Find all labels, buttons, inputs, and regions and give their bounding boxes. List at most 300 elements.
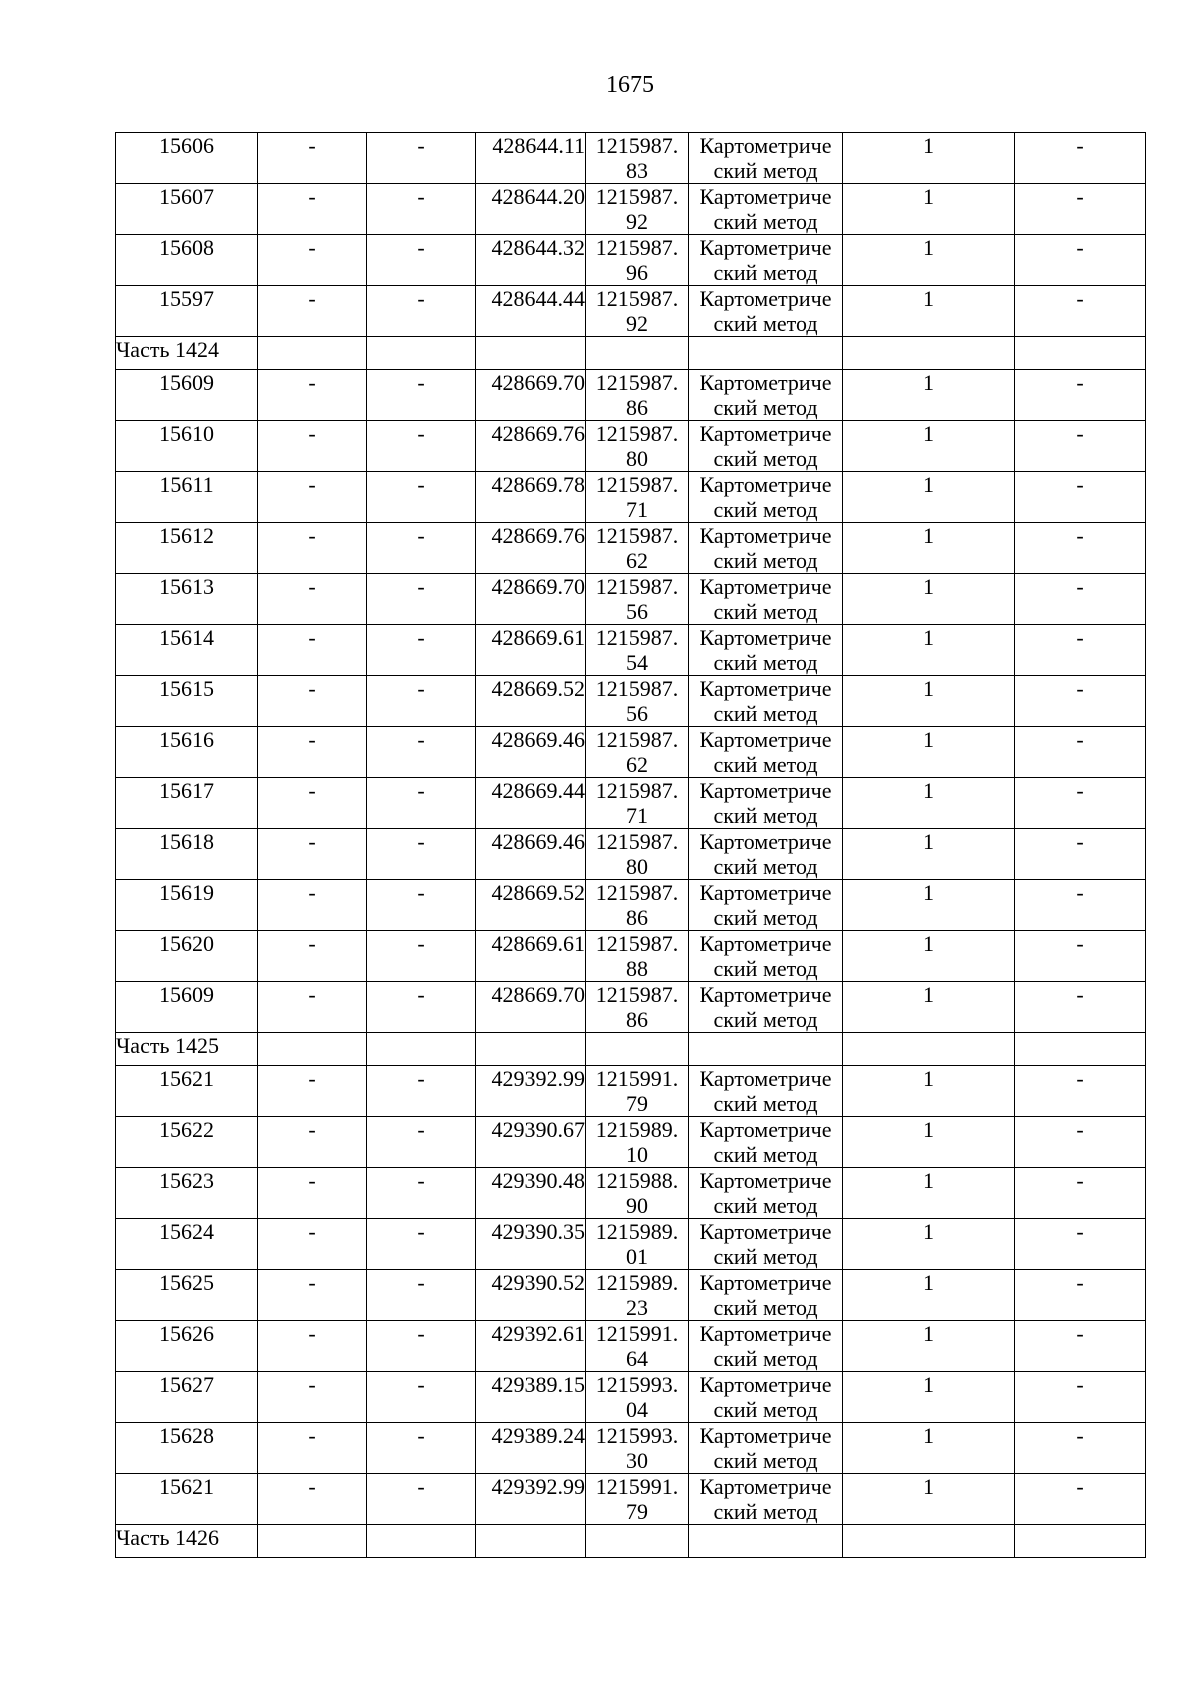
y-coordinate-cell-text: 1215987. (595, 982, 679, 1007)
method-cell-text: ский метод (713, 446, 818, 471)
accuracy-cell (843, 574, 1015, 625)
y-coordinate-cell (586, 1372, 689, 1423)
y-coordinate-cell-text: 1215987. (595, 421, 679, 446)
method-cell-text: ский метод (713, 650, 818, 675)
old-x-cell (258, 286, 367, 337)
x-coordinate-cell-text: 428669.44 (491, 778, 585, 803)
x-coordinate-cell (476, 727, 586, 778)
method-cell-text: ский метод (713, 1142, 818, 1167)
x-coordinate-cell (476, 1474, 586, 1525)
accuracy-cell (843, 1372, 1015, 1423)
empty-cell (476, 1033, 586, 1066)
method-cell-text: Картометриче (699, 523, 832, 548)
old-y-cell (367, 1270, 476, 1321)
method-cell (689, 286, 843, 337)
y-coordinate-cell (586, 421, 689, 472)
y-coordinate-cell-text: 96 (626, 260, 648, 285)
old-x-cell-text: - (308, 472, 316, 497)
y-coordinate-cell (586, 727, 689, 778)
accuracy-cell-text: 1 (923, 370, 934, 395)
old-x-cell (258, 880, 367, 931)
old-y-cell-text: - (417, 1474, 425, 1499)
method-cell-text: Картометриче (699, 1474, 832, 1499)
accuracy-cell (843, 625, 1015, 676)
old-x-cell-text: - (308, 727, 316, 752)
y-coordinate-cell (586, 523, 689, 574)
x-coordinate-cell (476, 574, 586, 625)
y-coordinate-cell-text: 56 (626, 599, 648, 624)
description-cell-text: - (1076, 676, 1084, 701)
method-cell-text: ский метод (713, 905, 818, 930)
part-header-row (116, 1033, 1146, 1066)
method-cell-text: Картометриче (699, 982, 832, 1007)
accuracy-cell-text: 1 (923, 523, 934, 548)
y-coordinate-cell (586, 625, 689, 676)
method-cell (689, 880, 843, 931)
old-y-cell (367, 880, 476, 931)
old-y-cell-text: - (417, 880, 425, 905)
old-x-cell-text: - (308, 880, 316, 905)
y-coordinate-cell (586, 235, 689, 286)
description-cell-text: - (1076, 184, 1084, 209)
description-cell (1015, 370, 1146, 421)
old-y-cell-text: - (417, 1219, 425, 1244)
point-number-cell-text: 15611 (159, 472, 214, 497)
description-cell (1015, 880, 1146, 931)
point-number-cell (116, 1219, 258, 1270)
description-cell-text: - (1076, 472, 1084, 497)
accuracy-cell-text: 1 (923, 184, 934, 209)
old-x-cell-text: - (308, 676, 316, 701)
table-row (116, 1219, 1146, 1270)
description-cell (1015, 1117, 1146, 1168)
old-x-cell-text: - (308, 523, 316, 548)
description-cell (1015, 1321, 1146, 1372)
empty-cell (586, 1525, 689, 1558)
method-cell-text: ский метод (713, 1397, 818, 1422)
y-coordinate-cell (586, 472, 689, 523)
description-cell-text: - (1076, 370, 1084, 395)
accuracy-cell-text: 1 (923, 727, 934, 752)
y-coordinate-cell-text: 86 (626, 1007, 648, 1032)
method-cell-text: ский метод (713, 752, 818, 777)
old-y-cell (367, 1474, 476, 1525)
empty-cell (258, 337, 367, 370)
old-x-cell-text: - (308, 829, 316, 854)
accuracy-cell-text: 1 (923, 1372, 934, 1397)
old-y-cell-text: - (417, 1168, 425, 1193)
y-coordinate-cell-text: 92 (626, 209, 648, 234)
description-cell-text: - (1076, 880, 1084, 905)
table-row (116, 574, 1146, 625)
y-coordinate-cell-text: 86 (626, 395, 648, 420)
x-coordinate-cell-text: 428644.11 (492, 133, 585, 158)
old-y-cell-text: - (417, 133, 425, 158)
method-cell-text: Картометриче (699, 727, 832, 752)
old-y-cell (367, 421, 476, 472)
description-cell-text: - (1076, 1168, 1084, 1193)
method-cell-text: ский метод (713, 803, 818, 828)
description-cell (1015, 1372, 1146, 1423)
point-number-cell (116, 370, 258, 421)
point-number-cell-text: 15621 (159, 1066, 214, 1091)
method-cell-text: Картометриче (699, 235, 832, 260)
point-number-cell (116, 235, 258, 286)
table-row (116, 1168, 1146, 1219)
old-x-cell-text: - (308, 625, 316, 650)
table-body (116, 133, 1146, 1558)
point-number-cell (116, 1372, 258, 1423)
y-coordinate-cell-text: 30 (626, 1448, 648, 1473)
y-coordinate-cell-text: 86 (626, 905, 648, 930)
accuracy-cell (843, 421, 1015, 472)
point-number-cell (116, 727, 258, 778)
description-cell (1015, 625, 1146, 676)
y-coordinate-cell (586, 133, 689, 184)
x-coordinate-cell (476, 1372, 586, 1423)
accuracy-cell (843, 184, 1015, 235)
x-coordinate-cell-text: 429392.99 (491, 1066, 585, 1091)
description-cell-text: - (1076, 574, 1084, 599)
y-coordinate-cell-text: 10 (626, 1142, 648, 1167)
point-number-cell (116, 880, 258, 931)
accuracy-cell-text: 1 (923, 133, 934, 158)
empty-cell (689, 337, 843, 370)
point-number-cell (116, 829, 258, 880)
y-coordinate-cell-text: 1215987. (595, 625, 679, 650)
x-coordinate-cell-text: 429390.67 (491, 1117, 585, 1142)
method-cell-text: Картометриче (699, 286, 832, 311)
accuracy-cell (843, 829, 1015, 880)
point-number-cell-text: 15615 (159, 676, 214, 701)
x-coordinate-cell (476, 133, 586, 184)
old-y-cell (367, 1168, 476, 1219)
x-coordinate-cell-text: 428669.52 (491, 880, 585, 905)
y-coordinate-cell-text: 64 (626, 1346, 648, 1371)
x-coordinate-cell-text: 429390.52 (491, 1270, 585, 1295)
point-number-cell-text: 15619 (159, 880, 214, 905)
empty-cell (843, 1525, 1015, 1558)
part-label: Часть 1426 (116, 1525, 258, 1558)
accuracy-cell (843, 1270, 1015, 1321)
table-row (116, 1423, 1146, 1474)
method-cell-text: ский метод (713, 497, 818, 522)
x-coordinate-cell (476, 676, 586, 727)
method-cell (689, 829, 843, 880)
old-x-cell (258, 184, 367, 235)
accuracy-cell-text: 1 (923, 1321, 934, 1346)
table-row (116, 1321, 1146, 1372)
method-cell (689, 778, 843, 829)
x-coordinate-cell-text: 429389.24 (491, 1423, 585, 1448)
point-number-cell-text: 15621 (159, 1474, 214, 1499)
x-coordinate-cell (476, 1219, 586, 1270)
old-x-cell (258, 982, 367, 1033)
accuracy-cell (843, 982, 1015, 1033)
old-x-cell-text: - (308, 133, 316, 158)
old-y-cell-text: - (417, 1423, 425, 1448)
y-coordinate-cell-text: 1215987. (595, 727, 679, 752)
y-coordinate-cell-text: 1215989. (595, 1270, 679, 1295)
description-cell-text: - (1076, 1423, 1084, 1448)
y-coordinate-cell (586, 1219, 689, 1270)
y-coordinate-cell (586, 931, 689, 982)
y-coordinate-cell-text: 23 (626, 1295, 648, 1320)
empty-cell (843, 337, 1015, 370)
point-number-cell (116, 676, 258, 727)
method-cell-text: ский метод (713, 395, 818, 420)
description-cell (1015, 778, 1146, 829)
old-x-cell-text: - (308, 1372, 316, 1397)
empty-cell (1015, 337, 1146, 370)
method-cell-text: ский метод (713, 311, 818, 336)
y-coordinate-cell (586, 574, 689, 625)
point-number-cell (116, 1423, 258, 1474)
part-label: Часть 1425 (116, 1033, 258, 1066)
method-cell (689, 1168, 843, 1219)
old-x-cell-text: - (308, 982, 316, 1007)
point-number-cell (116, 1117, 258, 1168)
method-cell-text: Картометриче (699, 133, 832, 158)
method-cell-text: ский метод (713, 854, 818, 879)
method-cell-text: Картометриче (699, 1219, 832, 1244)
old-x-cell (258, 1117, 367, 1168)
old-x-cell-text: - (308, 1423, 316, 1448)
description-cell (1015, 1168, 1146, 1219)
accuracy-cell-text: 1 (923, 235, 934, 260)
old-x-cell (258, 1168, 367, 1219)
method-cell-text: Картометриче (699, 421, 832, 446)
accuracy-cell (843, 1066, 1015, 1117)
x-coordinate-cell-text: 428644.44 (491, 286, 585, 311)
old-y-cell-text: - (417, 778, 425, 803)
x-coordinate-cell-text: 428644.32 (491, 235, 585, 260)
method-cell-text: Картометриче (699, 880, 832, 905)
x-coordinate-cell (476, 472, 586, 523)
description-cell-text: - (1076, 778, 1084, 803)
old-x-cell (258, 1219, 367, 1270)
x-coordinate-cell (476, 235, 586, 286)
method-cell-text: Картометриче (699, 625, 832, 650)
accuracy-cell (843, 1423, 1015, 1474)
old-x-cell-text: - (308, 931, 316, 956)
method-cell (689, 472, 843, 523)
point-number-cell-text: 15626 (159, 1321, 214, 1346)
accuracy-cell (843, 880, 1015, 931)
old-x-cell (258, 133, 367, 184)
y-coordinate-cell-text: 83 (626, 158, 648, 183)
y-coordinate-cell (586, 1270, 689, 1321)
y-coordinate-cell (586, 1168, 689, 1219)
y-coordinate-cell (586, 1066, 689, 1117)
description-cell-text: - (1076, 523, 1084, 548)
description-cell (1015, 676, 1146, 727)
x-coordinate-cell-text: 428669.78 (491, 472, 585, 497)
old-y-cell (367, 523, 476, 574)
x-coordinate-cell (476, 421, 586, 472)
point-number-cell (116, 523, 258, 574)
accuracy-cell-text: 1 (923, 286, 934, 311)
accuracy-cell (843, 1168, 1015, 1219)
x-coordinate-cell-text: 429392.99 (491, 1474, 585, 1499)
x-coordinate-cell (476, 778, 586, 829)
empty-cell (367, 1033, 476, 1066)
method-cell-text: ский метод (713, 1244, 818, 1269)
old-x-cell (258, 625, 367, 676)
empty-cell (367, 1525, 476, 1558)
point-number-cell (116, 574, 258, 625)
method-cell (689, 133, 843, 184)
table-row (116, 133, 1146, 184)
empty-cell (689, 1525, 843, 1558)
point-number-cell (116, 1270, 258, 1321)
table-row (116, 421, 1146, 472)
y-coordinate-cell-text: 1215987. (595, 184, 679, 209)
description-cell-text: - (1076, 829, 1084, 854)
table-row (116, 523, 1146, 574)
empty-cell (1015, 1033, 1146, 1066)
old-x-cell (258, 235, 367, 286)
point-number-cell-text: 15609 (159, 982, 214, 1007)
old-x-cell (258, 676, 367, 727)
accuracy-cell (843, 133, 1015, 184)
point-number-cell-text: 15627 (159, 1372, 214, 1397)
x-coordinate-cell-text: 428669.76 (491, 523, 585, 548)
point-number-cell (116, 778, 258, 829)
old-y-cell (367, 574, 476, 625)
y-coordinate-cell-text: 1215987. (595, 778, 679, 803)
x-coordinate-cell-text: 428669.52 (491, 676, 585, 701)
description-cell-text: - (1076, 625, 1084, 650)
description-cell-text: - (1076, 727, 1084, 752)
empty-cell (258, 1033, 367, 1066)
y-coordinate-cell-text: 1215987. (595, 472, 679, 497)
old-x-cell (258, 1372, 367, 1423)
point-number-cell-text: 15624 (159, 1219, 214, 1244)
table-row (116, 676, 1146, 727)
method-cell-text: Картометриче (699, 370, 832, 395)
part-header-row (116, 1525, 1146, 1558)
y-coordinate-cell (586, 982, 689, 1033)
description-cell (1015, 829, 1146, 880)
method-cell-text: Картометриче (699, 829, 832, 854)
part-label: Часть 1424 (116, 337, 258, 370)
method-cell-text: ский метод (713, 1295, 818, 1320)
description-cell-text: - (1076, 1474, 1084, 1499)
y-coordinate-cell-text: 79 (626, 1091, 648, 1116)
description-cell (1015, 235, 1146, 286)
old-y-cell-text: - (417, 370, 425, 395)
point-number-cell-text: 15617 (159, 778, 214, 803)
x-coordinate-cell (476, 880, 586, 931)
point-number-cell (116, 931, 258, 982)
x-coordinate-cell (476, 1066, 586, 1117)
old-y-cell (367, 1066, 476, 1117)
empty-cell (476, 1525, 586, 1558)
y-coordinate-cell-text: 01 (626, 1244, 648, 1269)
old-x-cell-text: - (308, 1321, 316, 1346)
method-cell (689, 1270, 843, 1321)
old-x-cell (258, 727, 367, 778)
method-cell-text: Картометриче (699, 1066, 832, 1091)
x-coordinate-cell-text: 428669.61 (491, 625, 585, 650)
old-y-cell-text: - (417, 235, 425, 260)
y-coordinate-cell-text: 92 (626, 311, 648, 336)
point-number-cell (116, 625, 258, 676)
description-cell (1015, 1066, 1146, 1117)
table-row (116, 727, 1146, 778)
method-cell-text: Картометриче (699, 1168, 832, 1193)
y-coordinate-cell (586, 1321, 689, 1372)
description-cell (1015, 472, 1146, 523)
y-coordinate-cell-text: 62 (626, 548, 648, 573)
method-cell (689, 1066, 843, 1117)
old-y-cell (367, 472, 476, 523)
method-cell-text: ский метод (713, 548, 818, 573)
point-number-cell (116, 1168, 258, 1219)
method-cell (689, 370, 843, 421)
old-x-cell-text: - (308, 1168, 316, 1193)
table-row (116, 235, 1146, 286)
accuracy-cell-text: 1 (923, 574, 934, 599)
point-number-cell (116, 184, 258, 235)
accuracy-cell-text: 1 (923, 880, 934, 905)
accuracy-cell (843, 235, 1015, 286)
old-y-cell-text: - (417, 523, 425, 548)
y-coordinate-cell-text: 04 (626, 1397, 648, 1422)
y-coordinate-cell (586, 1117, 689, 1168)
table-row (116, 1270, 1146, 1321)
description-cell (1015, 523, 1146, 574)
method-cell-text: Картометриче (699, 1423, 832, 1448)
old-y-cell (367, 133, 476, 184)
x-coordinate-cell (476, 1117, 586, 1168)
old-x-cell (258, 1270, 367, 1321)
table-row (116, 829, 1146, 880)
y-coordinate-cell-text: 90 (626, 1193, 648, 1218)
x-coordinate-cell (476, 982, 586, 1033)
accuracy-cell-text: 1 (923, 931, 934, 956)
method-cell-text: Картометриче (699, 1321, 832, 1346)
method-cell-text: Картометриче (699, 1372, 832, 1397)
x-coordinate-cell-text: 429390.48 (491, 1168, 585, 1193)
old-x-cell (258, 523, 367, 574)
description-cell (1015, 1270, 1146, 1321)
y-coordinate-cell-text: 1215987. (595, 286, 679, 311)
description-cell-text: - (1076, 133, 1084, 158)
y-coordinate-cell-text: 1215987. (595, 370, 679, 395)
old-x-cell-text: - (308, 778, 316, 803)
empty-cell (843, 1033, 1015, 1066)
coordinates-table (115, 132, 1146, 1558)
old-y-cell-text: - (417, 931, 425, 956)
method-cell-text: ский метод (713, 1007, 818, 1032)
description-cell-text: - (1076, 1066, 1084, 1091)
point-number-cell (116, 1066, 258, 1117)
accuracy-cell (843, 1474, 1015, 1525)
point-number-cell (116, 421, 258, 472)
x-coordinate-cell (476, 625, 586, 676)
old-y-cell (367, 1219, 476, 1270)
y-coordinate-cell-text: 71 (626, 803, 648, 828)
y-coordinate-cell-text: 1215991. (595, 1474, 679, 1499)
old-x-cell-text: - (308, 1474, 316, 1499)
old-y-cell-text: - (417, 982, 425, 1007)
method-cell-text: ский метод (713, 158, 818, 183)
old-y-cell (367, 1321, 476, 1372)
x-coordinate-cell-text: 428669.46 (491, 727, 585, 752)
point-number-cell (116, 286, 258, 337)
